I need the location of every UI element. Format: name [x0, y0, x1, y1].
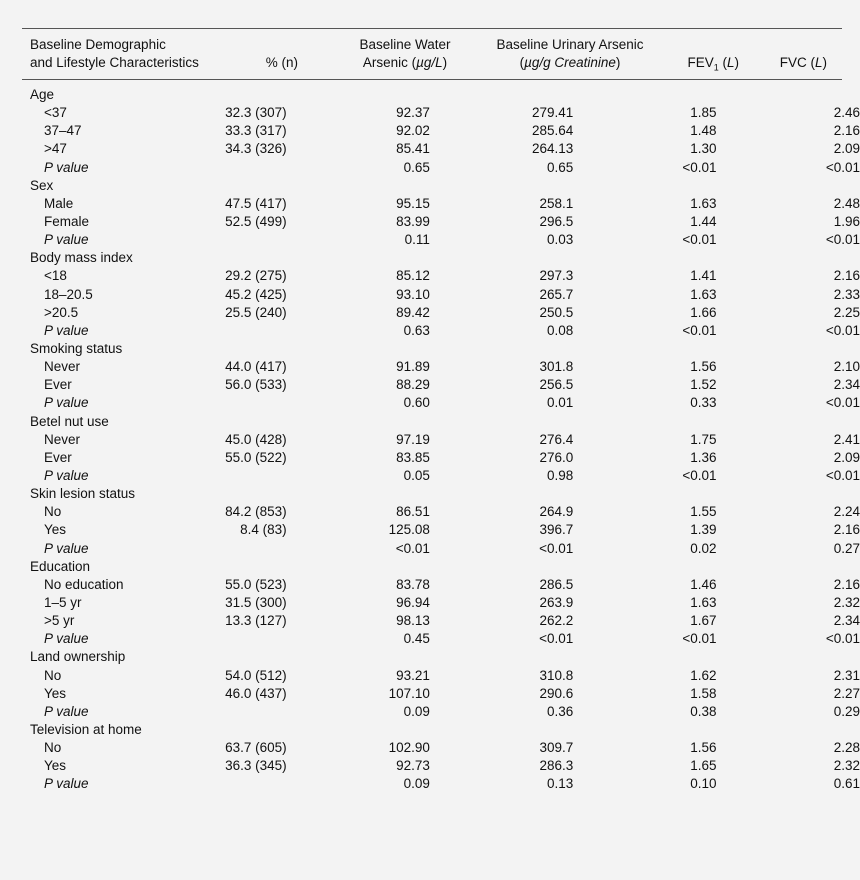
- percent-cell: 47.5 (417): [225, 195, 287, 211]
- fvc-cell: 2.27: [833, 685, 860, 701]
- fvc-cell: 2.24: [833, 504, 860, 520]
- row-label: Yes: [44, 522, 67, 538]
- row-label: P value: [44, 322, 89, 338]
- row-label: P value: [44, 232, 89, 248]
- urinary-arsenic-cell: 0.13: [546, 776, 574, 792]
- header-water-arsenic: Baseline Water Arsenic (µg/L): [359, 37, 451, 70]
- fev1-cell: <0.01: [682, 322, 717, 338]
- table-row: [0, 503, 860, 521]
- row-label: Male: [44, 195, 74, 211]
- row-label: P value: [44, 631, 89, 647]
- water-arsenic-cell: 0.09: [403, 703, 430, 719]
- fev1-cell: 1.52: [690, 377, 717, 393]
- table-row: [0, 304, 860, 322]
- urinary-arsenic-cell: 279.41: [531, 105, 574, 121]
- urinary-arsenic-cell: 0.36: [546, 703, 574, 719]
- row-label: Never: [44, 431, 81, 447]
- fev1-cell: 1.36: [690, 449, 717, 465]
- fvc-cell: <0.01: [825, 395, 860, 411]
- group-header-row: [0, 485, 860, 503]
- group-label: Body mass index: [30, 250, 133, 266]
- group-header-row: [0, 558, 860, 576]
- percent-cell: 54.0 (512): [225, 667, 287, 683]
- row-label: P value: [44, 703, 89, 719]
- percent-cell: [143, 159, 286, 177]
- group-label: Skin lesion status: [30, 486, 136, 502]
- water-arsenic-cell: 102.90: [388, 740, 430, 756]
- urinary-arsenic-cell: 296.5: [539, 214, 574, 230]
- percent-cell: 45.0 (428): [225, 431, 287, 447]
- group-header-row: [0, 249, 860, 267]
- urinary-arsenic-cell: 297.3: [539, 268, 574, 284]
- percent-cell: 34.3 (326): [225, 141, 287, 157]
- water-arsenic-cell: 98.13: [396, 613, 430, 629]
- data-table: [0, 86, 860, 793]
- water-arsenic-cell: 0.11: [404, 232, 430, 248]
- urinary-arsenic-cell: 0.03: [546, 232, 574, 248]
- fvc-cell: 2.16: [833, 268, 860, 284]
- percent-cell: 55.0 (522): [225, 449, 287, 465]
- fvc-cell: <0.01: [825, 232, 860, 248]
- percent-cell: 84.2 (853): [225, 504, 287, 520]
- fvc-cell: 2.16: [833, 522, 860, 538]
- urinary-arsenic-cell: 256.5: [539, 377, 574, 393]
- table-row: [0, 667, 860, 685]
- urinary-arsenic-cell: 301.8: [539, 359, 574, 375]
- table-row: [0, 594, 860, 612]
- fvc-cell: 0.27: [833, 540, 860, 556]
- fvc-cell: 2.48: [833, 195, 860, 211]
- row-label: Ever: [44, 377, 72, 393]
- group-header-row: [0, 721, 860, 739]
- fvc-cell: 0.61: [833, 776, 860, 792]
- fvc-cell: 2.25: [833, 304, 860, 320]
- fev1-cell: 0.10: [690, 776, 717, 792]
- group-label: Education: [30, 558, 91, 574]
- table-row: [0, 576, 860, 594]
- header-fvc: FVC (L): [779, 55, 827, 70]
- fev1-cell: 0.02: [690, 540, 717, 556]
- percent-cell: 55.0 (523): [225, 576, 287, 592]
- water-arsenic-cell: 0.05: [403, 468, 430, 484]
- percent-cell: [143, 394, 286, 412]
- urinary-arsenic-cell: 265.7: [539, 286, 574, 302]
- water-arsenic-cell: 88.29: [396, 377, 430, 393]
- water-arsenic-cell: 91.89: [396, 359, 430, 375]
- table-row: [0, 213, 860, 231]
- row-label: Yes: [44, 685, 67, 701]
- water-arsenic-cell: 92.37: [396, 105, 430, 121]
- row-label: Yes: [44, 758, 67, 774]
- water-arsenic-cell: 89.42: [396, 304, 430, 320]
- fvc-cell: 2.34: [833, 377, 860, 393]
- water-arsenic-cell: 93.21: [396, 667, 430, 683]
- percent-cell: 46.0 (437): [225, 685, 287, 701]
- table-row: [0, 449, 860, 467]
- p-value-row: [0, 231, 860, 249]
- group-label: Television at home: [30, 721, 142, 737]
- group-header-row: [0, 86, 860, 104]
- p-value-row: [0, 703, 860, 721]
- water-arsenic-cell: 83.85: [396, 449, 430, 465]
- water-arsenic-cell: 86.51: [396, 504, 430, 520]
- percent-cell: [143, 775, 286, 793]
- urinary-arsenic-cell: 250.5: [539, 304, 574, 320]
- urinary-arsenic-cell: 263.9: [539, 595, 574, 610]
- fev1-cell: <0.01: [682, 232, 717, 248]
- water-arsenic-cell: 95.15: [396, 195, 430, 211]
- group-header-row: [0, 413, 860, 431]
- fev1-cell: 1.39: [690, 522, 717, 538]
- table-row: [0, 431, 860, 449]
- top-rule: [22, 28, 842, 29]
- row-label: No education: [44, 576, 124, 592]
- water-arsenic-cell: 93.10: [396, 286, 430, 302]
- urinary-arsenic-cell: 276.4: [539, 431, 574, 447]
- p-value-row: [0, 775, 860, 793]
- row-label: >5 yr: [44, 613, 75, 629]
- row-label: P value: [44, 159, 89, 175]
- percent-cell: 13.3 (127): [225, 613, 287, 629]
- percent-cell: 8.4 (83): [240, 522, 287, 538]
- percent-cell: [143, 322, 286, 340]
- fvc-cell: 2.16: [833, 123, 860, 139]
- fev1-cell: 1.67: [690, 613, 717, 629]
- percent-cell: 25.5 (240): [225, 304, 287, 320]
- row-label: >20.5: [44, 304, 79, 320]
- fvc-cell: 2.10: [833, 359, 860, 375]
- percent-cell: 63.7 (605): [225, 740, 287, 756]
- fvc-cell: <0.01: [825, 631, 860, 647]
- urinary-arsenic-cell: 309.7: [539, 740, 574, 756]
- urinary-arsenic-cell: 258.1: [539, 195, 574, 211]
- table-row: [0, 739, 860, 757]
- row-label: 1–5 yr: [44, 595, 82, 610]
- row-label: No: [44, 740, 62, 756]
- fev1-cell: 1.63: [690, 195, 717, 211]
- percent-cell: 56.0 (533): [225, 377, 287, 393]
- fev1-cell: 1.56: [690, 359, 717, 375]
- urinary-arsenic-cell: 286.3: [539, 758, 574, 774]
- percent-cell: 33.3 (317): [225, 123, 287, 139]
- fev1-cell: 1.44: [690, 214, 717, 230]
- fev1-cell: 0.33: [690, 395, 717, 411]
- fev1-cell: <0.01: [682, 468, 717, 484]
- fvc-cell: 2.09: [833, 141, 860, 157]
- group-header-row: [0, 340, 860, 358]
- fev1-cell: 0.38: [690, 703, 717, 719]
- row-label: P value: [44, 395, 89, 411]
- fvc-cell: 2.46: [833, 105, 860, 121]
- fev1-cell: 1.55: [690, 504, 717, 520]
- row-label: P value: [44, 468, 89, 484]
- row-label: P value: [44, 540, 89, 556]
- group-label: Betel nut use: [30, 413, 109, 429]
- header-fev1: $FEV_1$ (L): [687, 55, 739, 73]
- fev1-cell: 1.41: [690, 268, 717, 284]
- table-row: [0, 286, 860, 304]
- table-row: [0, 122, 860, 140]
- fev1-cell: 1.63: [690, 286, 717, 302]
- urinary-arsenic-cell: 262.2: [539, 613, 574, 629]
- water-arsenic-cell: 107.10: [388, 685, 430, 701]
- fvc-cell: 0.29: [833, 703, 860, 719]
- group-header-row: [0, 648, 860, 666]
- percent-cell: [143, 630, 286, 648]
- fvc-cell: 2.28: [833, 740, 860, 756]
- percent-cell: 52.5 (499): [225, 214, 287, 230]
- water-arsenic-cell: 97.19: [396, 431, 430, 447]
- fvc-cell: <0.01: [825, 468, 860, 484]
- table-row: [0, 358, 860, 376]
- percent-cell: [143, 231, 286, 249]
- group-label: Land ownership: [30, 649, 126, 665]
- fev1-cell: 1.30: [690, 141, 717, 157]
- row-label: Ever: [44, 449, 72, 465]
- urinary-arsenic-cell: <0.01: [539, 540, 574, 556]
- fev1-cell: 1.56: [690, 740, 717, 756]
- row-label: No: [44, 504, 62, 520]
- percent-cell: [143, 540, 286, 558]
- fvc-cell: 2.16: [833, 576, 860, 592]
- fvc-cell: 2.09: [833, 449, 860, 465]
- fvc-cell: 2.31: [833, 667, 860, 683]
- p-value-row: [0, 159, 860, 177]
- fev1-cell: 1.65: [690, 758, 717, 774]
- water-arsenic-cell: 125.08: [388, 522, 430, 538]
- water-arsenic-cell: 0.09: [403, 776, 430, 792]
- urinary-arsenic-cell: 0.98: [546, 468, 574, 484]
- row-label: 37–47: [44, 123, 82, 139]
- water-arsenic-cell: <0.01: [395, 540, 430, 556]
- fev1-cell: 1.66: [690, 304, 717, 320]
- header-characteristics: Baseline Demographic and Lifestyle Characteristics: [30, 37, 199, 70]
- urinary-arsenic-cell: 0.08: [546, 322, 574, 338]
- urinary-arsenic-cell: 310.8: [539, 667, 574, 683]
- group-label: Age: [30, 87, 55, 103]
- fvc-cell: 2.33: [833, 286, 860, 302]
- percent-cell: 36.3 (345): [225, 758, 287, 774]
- percent-cell: 32.3 (307): [225, 105, 287, 121]
- row-label: Female: [44, 214, 90, 230]
- fvc-cell: 2.32: [833, 595, 860, 610]
- percent-cell: 31.5 (300): [225, 595, 287, 610]
- row-label: <18: [44, 268, 67, 284]
- table-row: [0, 685, 860, 703]
- water-arsenic-cell: 92.02: [396, 123, 430, 139]
- header-urinary-arsenic: Baseline Urinary Arsenic (µg/g Creatinine): [496, 37, 644, 70]
- fvc-cell: 1.96: [833, 214, 860, 230]
- p-value-row: [0, 394, 860, 412]
- urinary-arsenic-cell: 264.13: [531, 141, 574, 157]
- percent-cell: 29.2 (275): [225, 268, 287, 284]
- row-label: No: [44, 667, 62, 683]
- fev1-cell: 1.85: [690, 105, 717, 121]
- p-value-row: [0, 467, 860, 485]
- fev1-cell: <0.01: [682, 159, 717, 175]
- p-value-row: [0, 540, 860, 558]
- fvc-cell: <0.01: [825, 159, 860, 175]
- group-header-row: [0, 177, 860, 195]
- percent-cell: [143, 703, 286, 721]
- urinary-arsenic-cell: 264.9: [539, 504, 574, 520]
- urinary-arsenic-cell: 276.0: [539, 449, 574, 465]
- water-arsenic-cell: 83.99: [396, 214, 430, 230]
- fev1-cell: 1.62: [690, 667, 717, 683]
- fvc-cell: <0.01: [825, 322, 860, 338]
- water-arsenic-cell: 92.73: [396, 758, 430, 774]
- fev1-cell: 1.63: [690, 595, 717, 610]
- water-arsenic-cell: 83.78: [396, 576, 430, 592]
- urinary-arsenic-cell: 285.64: [531, 123, 574, 139]
- table-row: [0, 376, 860, 394]
- group-label: Smoking status: [30, 341, 123, 357]
- urinary-arsenic-cell: 0.65: [546, 159, 574, 175]
- row-label: <37: [44, 105, 67, 121]
- p-value-row: [0, 630, 860, 648]
- fev1-cell: 1.75: [690, 431, 717, 447]
- urinary-arsenic-cell: 396.7: [539, 522, 574, 538]
- group-label: Sex: [30, 177, 54, 193]
- row-label: >47: [44, 141, 67, 157]
- row-label: Never: [44, 359, 81, 375]
- table-row: [0, 267, 860, 285]
- fvc-cell: 2.41: [833, 431, 860, 447]
- percent-cell: 45.2 (425): [225, 286, 287, 302]
- fvc-cell: 2.34: [833, 613, 860, 629]
- urinary-arsenic-cell: 290.6: [539, 685, 574, 701]
- table-row: [0, 140, 860, 158]
- table-row: [0, 757, 860, 775]
- water-arsenic-cell: 0.45: [403, 631, 430, 647]
- table-row: [0, 104, 860, 122]
- row-label: 18–20.5: [44, 286, 93, 302]
- percent-cell: [143, 467, 286, 485]
- table-row: [0, 612, 860, 630]
- table-row: [0, 195, 860, 213]
- urinary-arsenic-cell: <0.01: [539, 631, 574, 647]
- fev1-cell: 1.48: [690, 123, 717, 139]
- urinary-arsenic-cell: 0.01: [546, 395, 574, 411]
- row-label: P value: [44, 776, 89, 792]
- fev1-cell: <0.01: [682, 631, 717, 647]
- urinary-arsenic-cell: 286.5: [539, 576, 574, 592]
- fvc-cell: 2.32: [833, 758, 860, 774]
- header-percent: % (n): [265, 55, 298, 70]
- water-arsenic-cell: 0.63: [403, 322, 430, 338]
- water-arsenic-cell: 85.12: [396, 268, 430, 284]
- water-arsenic-cell: 0.65: [403, 159, 430, 175]
- p-value-row: [0, 322, 860, 340]
- water-arsenic-cell: 85.41: [396, 141, 430, 157]
- table-row: [0, 521, 860, 539]
- fev1-cell: 1.46: [690, 576, 717, 592]
- water-arsenic-cell: 0.60: [403, 395, 430, 411]
- percent-cell: 44.0 (417): [225, 359, 287, 375]
- fev1-cell: 1.58: [690, 685, 717, 701]
- header-rule: [22, 79, 842, 80]
- water-arsenic-cell: 96.94: [396, 595, 430, 610]
